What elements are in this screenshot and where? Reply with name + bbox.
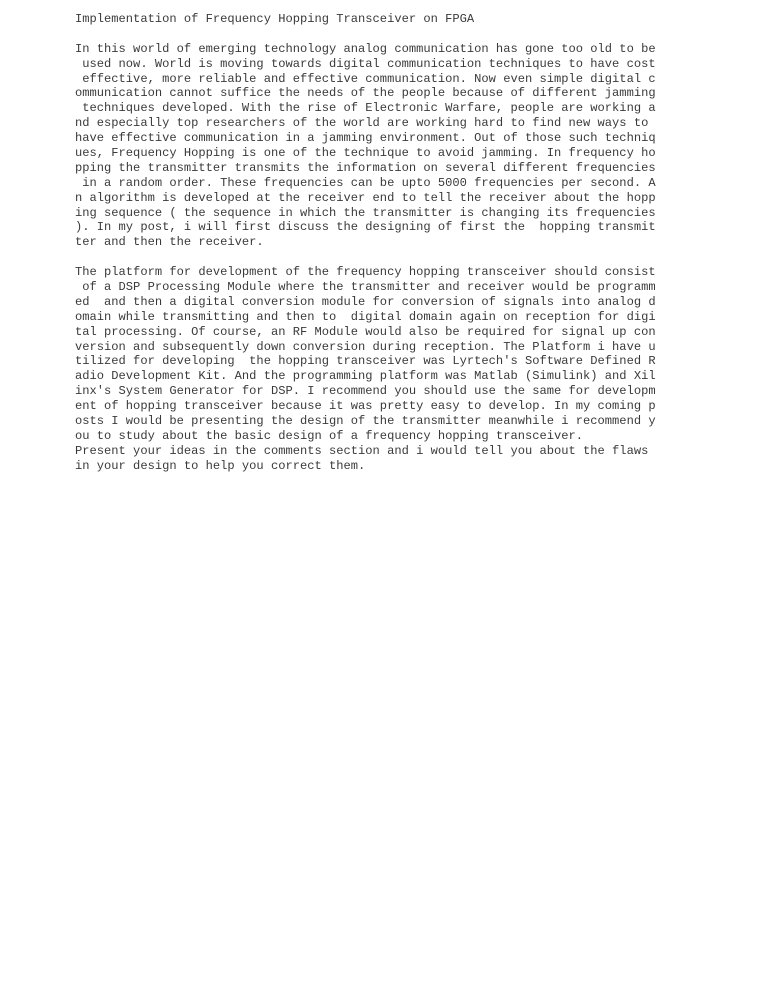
text-line: ter and then the receiver. <box>75 235 264 250</box>
text-line: have effective communication in a jamming environment. Out of those such techniq <box>75 131 656 146</box>
text-line: omain while transmitting and then to digital domain again on reception for digi <box>75 309 656 324</box>
paragraph-2 <box>75 265 735 473</box>
paragraph-spacer <box>75 27 735 42</box>
text-line: techniques developed. With the rise of Electronic Warfare, people are working a <box>75 101 656 116</box>
text-line: Present your ideas in the comments section and i would tell you about the flaws <box>75 443 656 458</box>
text-line: ). In my post, i will first discuss the designing of first the hopping transmit <box>75 220 656 235</box>
text-line: adio Development Kit. And the programming platform was Matlab (Simulink) and Xil <box>75 369 656 384</box>
text-line: version and subsequently down conversion during reception. The Platform i have u <box>75 339 656 354</box>
text-line: n algorithm is developed at the receiver end to tell the receiver about the hopp <box>75 190 656 205</box>
text-line: tal processing. Of course, an RF Module would also be required for signal up con <box>75 324 656 339</box>
text-line: ent of hopping transceiver because it was pretty easy to develop. In my coming p <box>75 399 656 414</box>
document-title: Implementation of Frequency Hopping Transceiver on FPGA <box>75 12 475 26</box>
text-line: ing sequence ( the sequence in which the transmitter is changing its frequencies <box>75 205 656 220</box>
text-line: in a random order. These frequencies can be upto 5000 frequencies per second. A <box>75 175 656 190</box>
text-line: used now. World is moving towards digital communication techniques to have cost <box>75 56 656 71</box>
text-line: ommunication cannot suffice the needs of the people because of different jamming <box>75 86 656 101</box>
text-line: in your design to help you correct them. <box>75 458 366 473</box>
text-line: The platform for development of the frequency hopping transceiver should consist <box>75 265 656 280</box>
paragraph-1 <box>75 42 735 250</box>
text-line: pping the transmitter transmits the information on several different frequencies <box>75 160 656 175</box>
text-line: osts I would be presenting the design of the transmitter meanwhile i recommend y <box>75 414 656 429</box>
text-line: nd especially top researchers of the world are working hard to find new ways to <box>75 116 656 131</box>
text-line: In this world of emerging technology analog communication has gone too old to be <box>75 41 656 56</box>
text-line: of a DSP Processing Module where the transmitter and receiver would be programm <box>75 280 656 295</box>
text-line: ues, Frequency Hopping is one of the technique to avoid jamming. In frequency ho <box>75 146 656 161</box>
text-line: ed and then a digital conversion module for conversion of signals into analog d <box>75 294 656 309</box>
text-line: tilized for developing the hopping transceiver was Lyrtech's Software Defined R <box>75 354 656 369</box>
text-line: effective, more reliable and effective communication. Now even simple digital c <box>75 71 656 86</box>
paragraph-spacer <box>75 250 735 265</box>
text-line: inx's System Generator for DSP. I recommend you should use the same for developm <box>75 384 656 399</box>
document-page <box>75 12 735 474</box>
text-line: ou to study about the basic design of a frequency hopping transceiver. <box>75 428 584 443</box>
